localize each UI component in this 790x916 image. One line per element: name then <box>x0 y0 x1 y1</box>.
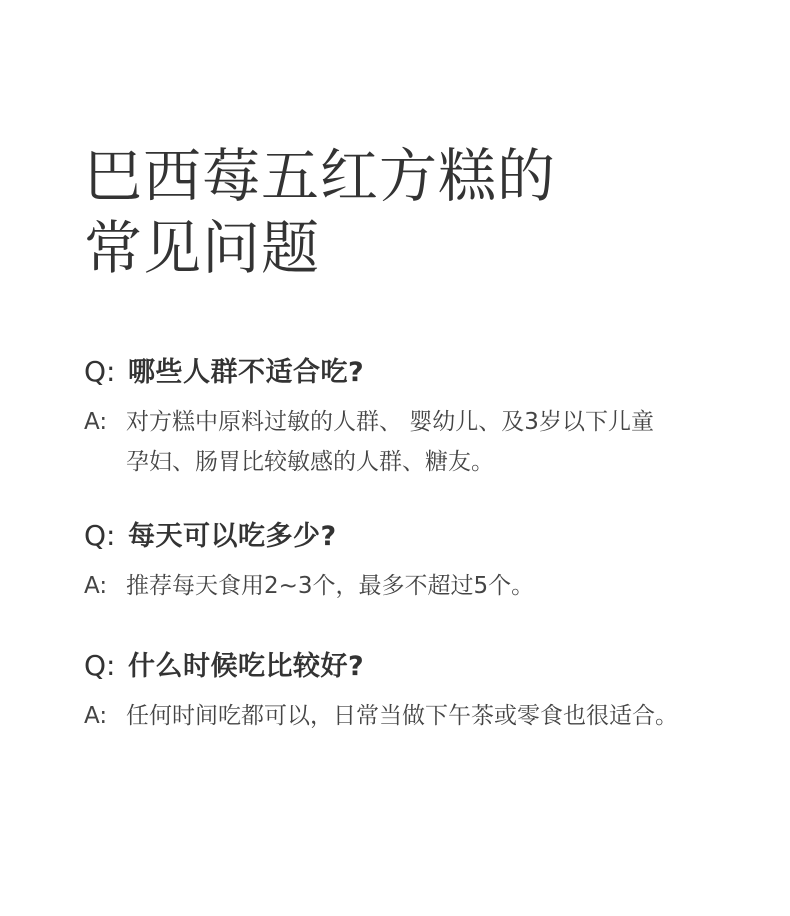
answer-row <box>84 696 724 736</box>
answer-row <box>84 566 724 606</box>
question-row <box>84 514 724 554</box>
answer-line: 孕妇、肠胃比较敏感的人群、糖友。 <box>126 449 494 475</box>
title-line-2: 常见问题 <box>84 214 321 282</box>
question-row <box>84 350 724 390</box>
question-row <box>84 644 724 684</box>
question-text: 哪些人群不适合吃? <box>128 357 365 388</box>
question-text: 什么时候吃比较好? <box>128 651 365 682</box>
faq-item-who-should-avoid <box>84 350 724 482</box>
question-prefix: Q: <box>84 355 116 388</box>
answer-prefix: A: <box>84 703 108 729</box>
answer-text <box>126 402 654 482</box>
question-text: 每天可以吃多少? <box>128 521 337 552</box>
answer-prefix: A: <box>84 573 108 599</box>
faq-item-best-time <box>84 644 724 736</box>
answer-prefix: A: <box>84 409 108 435</box>
faq-item-daily-amount <box>84 514 724 606</box>
page-title <box>84 140 684 284</box>
answer-text <box>126 696 678 736</box>
answer-line: 对方糕中原料过敏的人群、 婴幼儿、及3岁以下儿童 <box>126 409 654 435</box>
answer-text <box>126 566 534 606</box>
question-prefix: Q: <box>84 649 116 682</box>
answer-row <box>84 402 724 482</box>
answer-line: 推荐每天食用2~3个，最多不超过5个。 <box>126 573 535 599</box>
title-line-1: 巴西莓五红方糕的 <box>84 142 557 210</box>
answer-line: 任何时间吃都可以，日常当做下午茶或零食也很适合。 <box>126 703 678 729</box>
question-prefix: Q: <box>84 519 116 552</box>
